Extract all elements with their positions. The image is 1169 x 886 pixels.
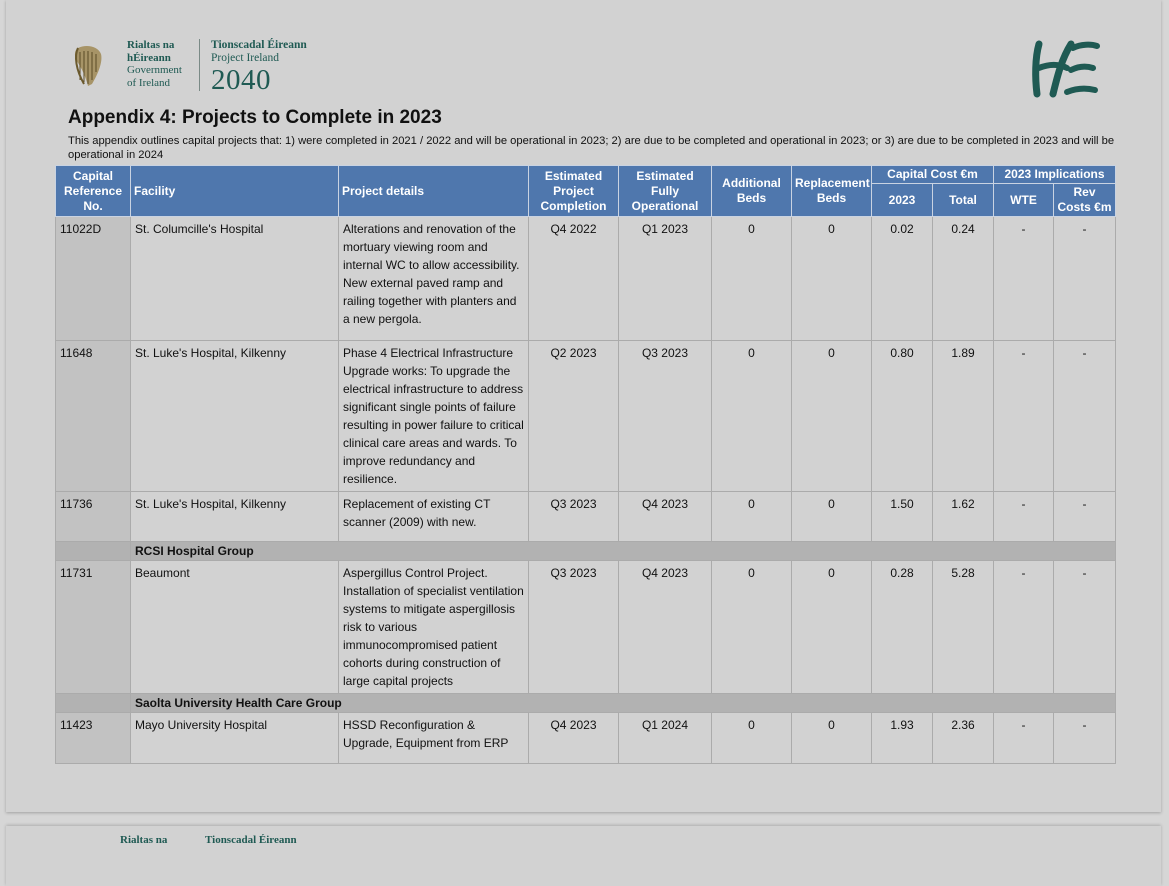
cap-total-cell: 2.36 <box>933 713 994 764</box>
cap-total-cell: 5.28 <box>933 561 994 694</box>
intro-text: This appendix outlines capital projects that: 1) were completed in 2021 / 2022 and will be operational in 2023; 2) are due to be completed and operational in 2023; or 3) are due to be completed in 2023 and will be operational in 2024 <box>68 135 1115 161</box>
facility-cell: Beaumont <box>131 561 339 694</box>
cap-2023-cell: 0.02 <box>872 217 933 341</box>
header-rev-costs: Rev Costs €m <box>1054 184 1116 217</box>
completion-cell: Q4 2022 <box>529 217 619 341</box>
facility-cell: St. Columcille's Hospital <box>131 217 339 341</box>
rev-costs-cell: - <box>1054 341 1116 492</box>
page-title: Appendix 4: Projects to Complete in 2023 <box>68 107 442 128</box>
table-row <box>56 217 1116 341</box>
projects-table <box>55 165 1116 764</box>
cap-2023-cell: 0.28 <box>872 561 933 694</box>
completion-cell: Q4 2023 <box>529 713 619 764</box>
operational-cell: Q1 2024 <box>619 713 712 764</box>
replacement-beds-cell: 0 <box>792 341 872 492</box>
header-project-details: Project details <box>339 166 529 217</box>
group-label: RCSI Hospital Group <box>131 542 1116 561</box>
header-operational: Estimated Fully Operational <box>619 166 712 217</box>
header-capital-ref: Capital Reference No. <box>56 166 131 217</box>
replacement-beds-cell: 0 <box>792 492 872 542</box>
header-wte: WTE <box>994 184 1054 217</box>
replacement-beds-cell: 0 <box>792 217 872 341</box>
group-ref-cell <box>56 694 131 713</box>
header-cap-total: Total <box>933 184 994 217</box>
cap-total-cell: 0.24 <box>933 217 994 341</box>
facility-cell: St. Luke's Hospital, Kilkenny <box>131 341 339 492</box>
table-row <box>56 492 1116 542</box>
additional-beds-cell: 0 <box>712 561 792 694</box>
group-row <box>56 694 1116 713</box>
cap-2023-cell: 1.93 <box>872 713 933 764</box>
header-cap-2023: 2023 <box>872 184 933 217</box>
rev-costs-cell: - <box>1054 492 1116 542</box>
replacement-beds-cell: 0 <box>792 561 872 694</box>
next-page-gov-wordmark: Rialtas na <box>120 834 168 846</box>
details-cell: Replacement of existing CT scanner (2009) with new. <box>339 492 529 542</box>
operational-cell: Q1 2023 <box>619 217 712 341</box>
header-facility: Facility <box>131 166 339 217</box>
details-cell: Phase 4 Electrical Infrastructure Upgrade works: To upgrade the electrical infrastructure to address significant single points of failure resulting in power failure to critical clinical care areas and wards. To improve redundancy and resilience. <box>339 341 529 492</box>
table-row <box>56 561 1116 694</box>
completion-cell: Q3 2023 <box>529 561 619 694</box>
replacement-beds-cell: 0 <box>792 713 872 764</box>
project-ireland-wordmark: Tionscadal Éireann Project Ireland 2040 <box>211 39 307 96</box>
header-completion: Estimated Project Completion <box>529 166 619 217</box>
group-label: Saolta University Health Care Group <box>131 694 1116 713</box>
ref-cell: 11731 <box>56 561 131 694</box>
cap-2023-cell: 0.80 <box>872 341 933 492</box>
cap-total-cell: 1.62 <box>933 492 994 542</box>
rev-costs-cell: - <box>1054 217 1116 341</box>
operational-cell: Q4 2023 <box>619 561 712 694</box>
wte-cell: - <box>994 561 1054 694</box>
header-implications: 2023 Implications <box>994 166 1116 184</box>
government-of-ireland-wordmark: Rialtas na hÉireann Government of Ireland <box>127 39 182 89</box>
additional-beds-cell: 0 <box>712 713 792 764</box>
completion-cell: Q2 2023 <box>529 341 619 492</box>
additional-beds-cell: 0 <box>712 492 792 542</box>
facility-cell: St. Luke's Hospital, Kilkenny <box>131 492 339 542</box>
group-ref-cell <box>56 542 131 561</box>
hse-logo-icon <box>1031 38 1101 98</box>
facility-cell: Mayo University Hospital <box>131 713 339 764</box>
wte-cell: - <box>994 341 1054 492</box>
ref-cell: 11022D <box>56 217 131 341</box>
rev-costs-cell: - <box>1054 713 1116 764</box>
next-page <box>6 826 1161 886</box>
additional-beds-cell: 0 <box>712 217 792 341</box>
ref-cell: 11648 <box>56 341 131 492</box>
additional-beds-cell: 0 <box>712 341 792 492</box>
ref-cell: 11423 <box>56 713 131 764</box>
table-body <box>56 217 1116 764</box>
group-row <box>56 542 1116 561</box>
table-row <box>56 713 1116 764</box>
ref-cell: 11736 <box>56 492 131 542</box>
header-capital-cost: Capital Cost €m <box>872 166 994 184</box>
rev-costs-cell: - <box>1054 561 1116 694</box>
wte-cell: - <box>994 713 1054 764</box>
details-cell: Alterations and renovation of the mortuary viewing room and internal WC to allow accessibility. New external paved ramp and railing together with planters and a new pergola. <box>339 217 529 341</box>
completion-cell: Q3 2023 <box>529 492 619 542</box>
wte-cell: - <box>994 492 1054 542</box>
next-page-pi-wordmark: Tionscadal Éireann <box>205 834 297 846</box>
details-cell: Aspergillus Control Project. Installation of specialist ventilation systems to mitigate aspergillosis risk to various immunocompromised patient cohorts during construction of large capital projects <box>339 561 529 694</box>
table-row <box>56 341 1116 492</box>
harp-icon <box>72 44 104 88</box>
cap-2023-cell: 1.50 <box>872 492 933 542</box>
wte-cell: - <box>994 217 1054 341</box>
details-cell: HSSD Reconfiguration & Upgrade, Equipment from ERP <box>339 713 529 764</box>
header-additional-beds: Additional Beds <box>712 166 792 217</box>
logo-divider <box>199 39 200 91</box>
header-replacement-beds: Replacement Beds <box>792 166 872 217</box>
cap-total-cell: 1.89 <box>933 341 994 492</box>
operational-cell: Q3 2023 <box>619 341 712 492</box>
operational-cell: Q4 2023 <box>619 492 712 542</box>
